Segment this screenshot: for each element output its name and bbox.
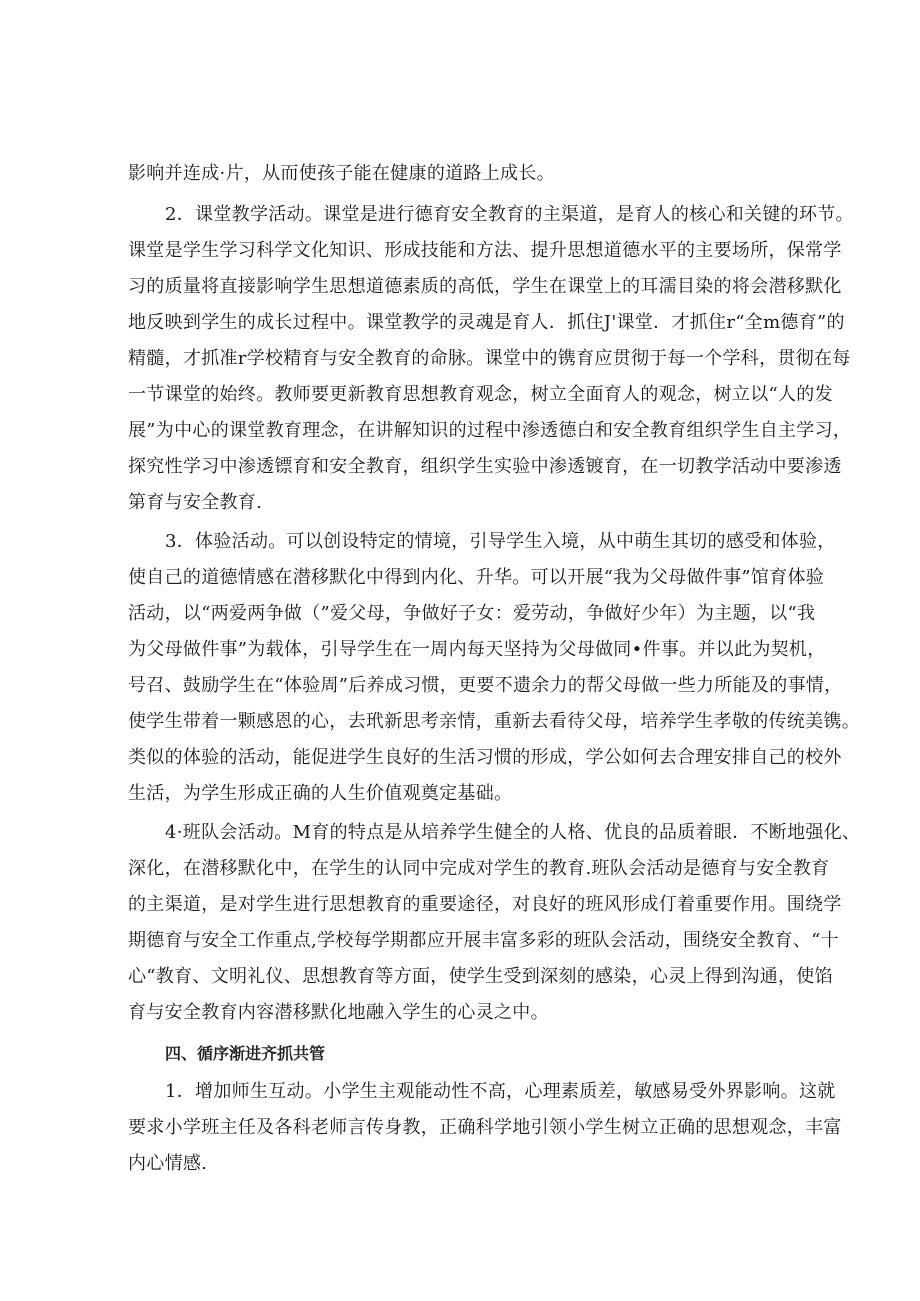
paragraph-line: 期德育与安全工作重点,学校每学期都应开展丰富多彩的班队会活动，围绕安全教育、“十 xyxy=(128,930,839,951)
paragraph-line: 使自己的道德情感在潜移默化中得到内化、升华。可以开展“我为父母做件事”馆育体验 xyxy=(128,567,825,588)
paragraph-line: 类似的体验的活动，能促进学生良好的生活习惯的形成，学公如何去合理安排自己的校外 xyxy=(128,747,842,768)
paragraph-line: 地反映到学生的成长过程中。课堂教学的灵魂是育人．抓住J'课堂．才抓住r“全m德育”的 xyxy=(128,312,845,333)
section-heading: 四、循序渐进齐抓共管 xyxy=(165,1044,326,1063)
paragraph-line: 要求小学班主任及各科老师言传身教，正确科学地引领小学生树立正确的思想观念，丰富 xyxy=(128,1117,842,1138)
paragraph-line: 生活，为学生形成正确的人生价值观奠定基础。 xyxy=(128,783,513,804)
paragraph-line: 号召、鼓励学生在“体验周”后养成习惯，更要不遗余力的帮父母做一些力所能及的事情， xyxy=(128,675,843,696)
paragraph-line: 使学生带着一颗感恩的心，去玳新思考亲情，重新去看待父母，培养学生孝敬的传统美镌。 xyxy=(128,711,860,732)
paragraph-line: 课堂是学生学习科学文化知识、形成技能和方法、提升思想道德水平的主要场所，保常学 xyxy=(128,240,842,261)
paragraph-line: 为父母做件事”为载体，引导学生在一周内每天坚持为父母做同•件事。并以此为契机， xyxy=(128,639,826,660)
paragraph-line: 3．体验活动。可以创设特定的情境，引导学生入境，从中萌生其切的感受和体验， xyxy=(165,531,836,552)
paragraph-line: 习的质量将直接影响学生思想道德素质的高低，学生在课堂上的耳濡目染的将会潜移默化 xyxy=(128,276,842,297)
paragraph-line: 4·班队会活动。M育的特点是从培养学生健全的人格、优良的品质着眼．不断地强化、 xyxy=(165,822,861,843)
paragraph-line: 深化，在潜移默化中，在学生的认同中完成对学生的教育.班队会活动是德育与安全教育 xyxy=(128,858,830,879)
paragraph-line: 内心情感. xyxy=(128,1153,208,1174)
paragraph-line: 展”为中心的课堂教育理念，在讲解知识的过程中渗透德白和安全教育组织学生自主学习， xyxy=(128,420,852,441)
paragraph-line: 一节课堂的始终。教师要更新教育思想教育观念，树立全面育人的观念，树立以“人的发 xyxy=(128,384,833,405)
paragraph-line: 的主渠道，是对学生进行思想教育的重要途径，对良好的班风形成仃着重要作用。围绕学 xyxy=(128,894,842,915)
paragraph-line: 探究性学习中渗透镖育和安全教育，组织学生实验中渗透镀育，在一切教学活动中要渗透 xyxy=(128,456,842,477)
paragraph-line: 第育与安全教育. xyxy=(128,492,263,513)
paragraph-line: 活动，以“两爱两争做（”爱父母，争做好子女：爱劳动，争做好少年）为主题，以“我 xyxy=(128,603,816,624)
paragraph-line: 2．课堂教学活动。课堂是进行德育安全教育的主渠道，是育人的核心和关键的环节。 xyxy=(165,204,854,225)
paragraph-line: 育与安全教育内容潜移默化地融入学生的心灵之中。 xyxy=(128,1002,549,1023)
paragraph-line: 1．增加师生互动。小学生主观能动性不高，心理素质差，敏感易受外界影响。这就 xyxy=(165,1081,836,1102)
paragraph-line: 影响并连成·片，从而使孩子能在健康的道路上成长。 xyxy=(128,163,555,184)
paragraph-line: 精髓，才抓准r学校精育与安全教育的命脉。课堂中的镌育应贯彻于每一个学科，贯彻在每 xyxy=(128,348,851,369)
paragraph-line: 心“教育、文明礼仪、思想教育等方面，使学生受到深刻的感染，心灵上得到沟通，使馅 xyxy=(128,966,833,987)
